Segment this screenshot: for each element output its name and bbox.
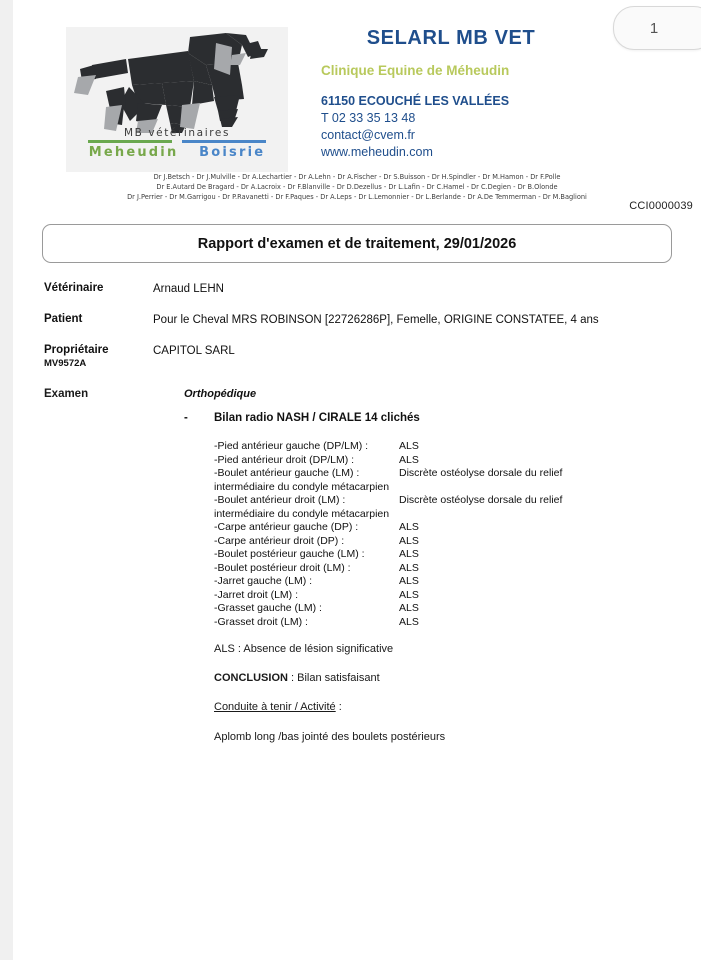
field-label [13, 344, 153, 370]
finding-row [214, 521, 654, 535]
clinic-contact [321, 93, 691, 161]
page-number-label: 1 [649, 19, 659, 37]
logo-rules [66, 140, 288, 143]
finding-result: ALS [399, 615, 419, 628]
exam-bullet-item [184, 412, 654, 424]
finding-row [214, 454, 654, 468]
field-label [13, 313, 153, 327]
finding-row [214, 589, 654, 603]
finding-result: ALS [399, 548, 419, 560]
doctors-line: Dr J.Perrier - Dr M.Garrigou - Dr P.Ravanetti - Dr F.Paques - Dr A.Leps - Dr L.Lemonnier - Dr L.Berlande - Dr A.De Temmerman - Dr M.Baglioni [127, 193, 587, 202]
finding-row [214, 602, 654, 616]
exam-bullet-text: Bilan radio NASH / CIRALE 14 clichés [214, 412, 420, 424]
activity-text: Aplomb long /bas jointé des boulets postérieurs [214, 731, 446, 743]
conclusion-keyword: CONCLUSION [214, 672, 288, 684]
finding-result: Discrète ostéolyse dorsale du relief [399, 494, 563, 506]
exam-section [13, 388, 701, 743]
finding-continuation: intermédiaire du condyle métacarpien [214, 480, 390, 493]
viewer-left-strip [0, 0, 14, 960]
finding-site: -Pied antérieur droit (DP/LM) : [214, 453, 355, 466]
clinic-website[interactable]: www.meheudin.com [321, 145, 433, 159]
horse-logo-icon [66, 29, 288, 133]
field-value: Arnaud LEHN [153, 283, 224, 295]
finding-site: -Jarret droit (LM) : [214, 588, 299, 601]
patient-fields [13, 282, 701, 387]
finding-site: -Carpe antérieur droit (DP) : [214, 534, 345, 547]
conduct-colon: : [335, 701, 342, 713]
page-title: Rapport d'examen et de traitement, 29/01/2026 [197, 235, 517, 252]
finding-result: ALS [399, 453, 419, 466]
finding-result: Discrète ostéolyse dorsale du relief [399, 467, 563, 479]
report-title-box [42, 224, 672, 263]
conduct-heading: Conduite à tenir / Activité [214, 701, 336, 713]
finding-site: -Carpe antérieur gauche (DP) : [214, 521, 359, 533]
finding-continuation: intermédiaire du condyle métacarpien [214, 507, 390, 520]
finding-row [214, 548, 654, 562]
conclusion-text: : Bilan satisfaisant [287, 672, 380, 684]
field-label-text: Vétérinaire [44, 282, 104, 294]
finding-row [214, 575, 654, 589]
finding-row [214, 440, 654, 454]
letterhead [13, 0, 701, 212]
clinic-email[interactable]: contact@cvem.fr [321, 128, 415, 142]
finding-site: -Jarret gauche (LM) : [214, 575, 313, 587]
conduct-heading-line [214, 701, 654, 713]
finding-result: ALS [399, 602, 419, 614]
field-value: Pour le Cheval MRS ROBINSON [22726286P], Femelle, ORIGINE CONSTATEE, 4 ans [153, 314, 599, 326]
clinic-subtitle: Clinique Equine de Méheudin [321, 63, 510, 78]
finding-result: ALS [399, 561, 419, 574]
finding-site: -Pied antérieur gauche (DP/LM) : [214, 440, 369, 452]
finding-result: ALS [399, 521, 419, 533]
reference-code: CCI0000039 [629, 200, 693, 212]
logo-rule-blue [182, 140, 266, 143]
exam-label: Examen [44, 388, 89, 400]
finding-site: -Grasset droit (LM) : [214, 615, 308, 628]
legend-text: ALS : Absence de lésion significative [214, 643, 394, 655]
clinic-title: SELARL MB VET [366, 27, 536, 49]
clinic-phone: T 02 33 35 13 48 [321, 111, 416, 125]
finding-result: ALS [399, 575, 419, 587]
finding-site: -Grasset gauche (LM) : [214, 602, 322, 614]
doctors-line: Dr E.Autard De Bragard - Dr A.Lacroix - Dr F.Blanville - Dr D.Dezellus - Dr L.Lafin - Dr C.Hamel - Dr C.Degien - Dr B.Olonde [156, 183, 558, 192]
conclusion-line [214, 672, 654, 684]
finding-site: -Boulet antérieur gauche (LM) : [214, 467, 360, 479]
findings-list [214, 440, 654, 629]
doctors-line: Dr J.Betsch - Dr J.Mulville - Dr A.Lechartier - Dr A.Lehn - Dr A.Fischer - Dr S.Buisson - Dr H.Spindler - Dr M.Hamon - Dr F.Polle [153, 173, 561, 181]
field-label-text: Propriétaire [44, 344, 109, 356]
finding-row [214, 562, 654, 576]
finding-result: ALS [399, 588, 419, 601]
exam-body [184, 388, 654, 743]
field-row-proprietaire [13, 344, 701, 370]
field-value: CAPITOL SARL [153, 345, 235, 357]
finding-result: ALS [399, 440, 419, 452]
finding-site: -Boulet postérieur gauche (LM) : [214, 548, 365, 560]
clinic-logo [66, 27, 288, 172]
finding-site: -Boulet antérieur droit (LM) : [214, 494, 346, 506]
logo-name-boisrie: Boisrie [199, 144, 266, 160]
document-page [13, 0, 701, 960]
field-row-veterinaire [13, 282, 701, 296]
finding-result: ALS [399, 534, 419, 547]
bullet-dash-icon: - [184, 412, 188, 424]
finding-row [214, 494, 654, 508]
logo-subtitle: MB vétérinaires [123, 127, 231, 139]
doctors-list [13, 172, 701, 203]
logo-wordmark [66, 127, 288, 160]
finding-row [214, 535, 654, 549]
exam-type: Orthopédique [184, 388, 257, 400]
field-label [13, 282, 153, 296]
logo-name-meheudin: Meheudin [88, 144, 179, 160]
finding-row [214, 616, 654, 630]
finding-row [214, 467, 654, 481]
page-number-badge[interactable] [613, 6, 701, 50]
logo-names [66, 145, 288, 160]
finding-site: -Boulet postérieur droit (LM) : [214, 561, 351, 574]
field-sublabel-text: MV9572A [44, 358, 87, 369]
clinic-address: 61150 ECOUCHÉ LES VALLÉES [321, 94, 510, 108]
field-row-patient [13, 313, 701, 327]
logo-rule-green [88, 140, 172, 143]
field-label-text: Patient [44, 313, 83, 325]
